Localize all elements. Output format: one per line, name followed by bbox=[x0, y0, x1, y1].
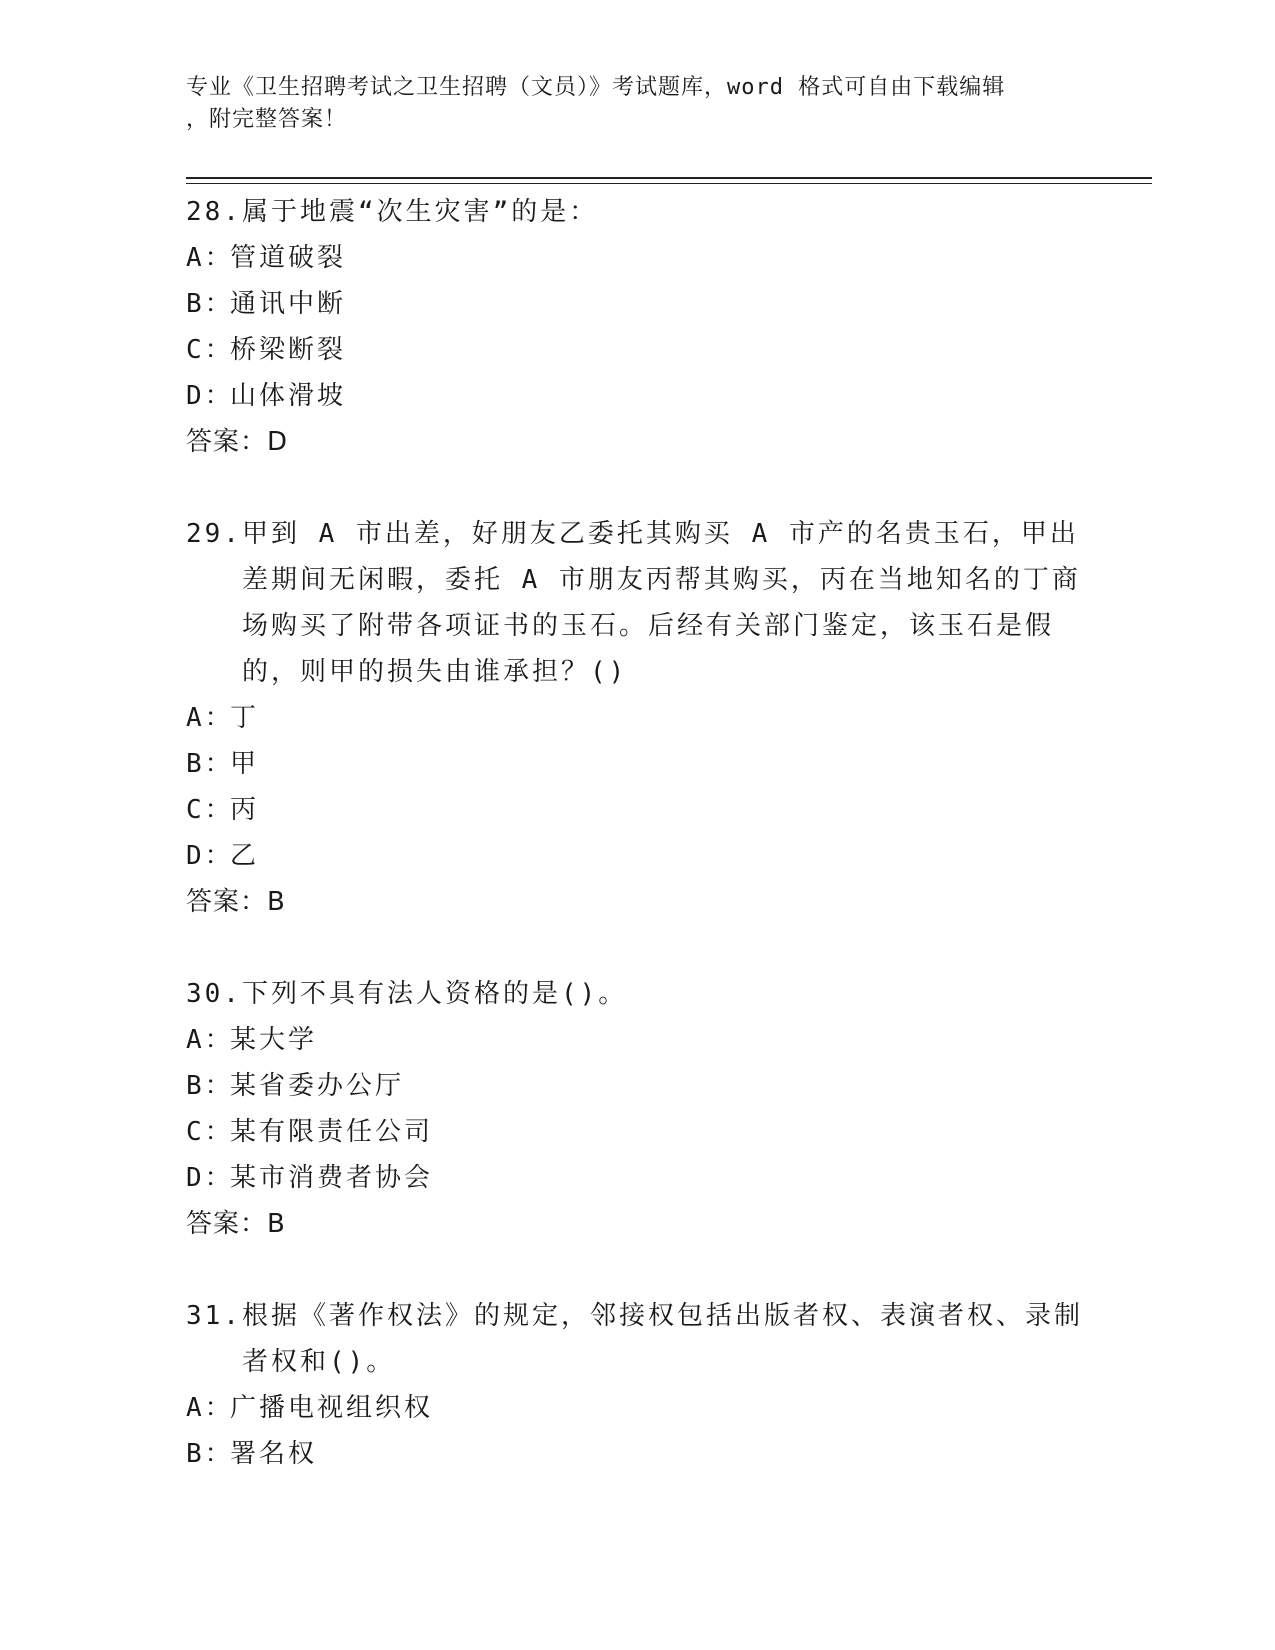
question-31 bbox=[186, 1293, 1086, 1477]
question-text: 属于地震“次生灾害”的是： bbox=[241, 197, 599, 227]
option-text: 某市消费者协会 bbox=[230, 1163, 434, 1193]
question-29 bbox=[186, 511, 1086, 925]
header-line-1: 专业《卫生招聘考试之卫生招聘（文员）》考试题库，word 格式可自由下载编辑 bbox=[186, 75, 1006, 100]
answer-line: 答案：B bbox=[186, 887, 286, 917]
option-d bbox=[186, 373, 1086, 419]
option-d bbox=[186, 833, 1086, 879]
question-30 bbox=[186, 971, 1086, 1247]
header-divider-thick bbox=[186, 177, 1152, 179]
option-text: 通讯中断 bbox=[230, 289, 347, 319]
question-number: 30. bbox=[186, 979, 242, 1009]
option-text: 丁 bbox=[230, 703, 260, 733]
option-text: 广播电视组织权 bbox=[230, 1393, 434, 1423]
option-c bbox=[186, 1109, 1086, 1155]
question-stem bbox=[186, 1293, 1086, 1385]
option-key: A： bbox=[186, 243, 234, 273]
question-text: 甲到 A 市出差，好朋友乙委托其购买 A 市产的名贵玉石，甲出差期间无闲暇，委托 A 市朋友丙帮其购买，丙在当地知名的丁商场购买了附带各项证书的玉石。后经有关部门鉴定，该玉石是假的，则甲的损失由谁承担？() bbox=[241, 519, 1081, 687]
option-key: D： bbox=[186, 1163, 234, 1193]
option-d bbox=[186, 1155, 1086, 1201]
option-a bbox=[186, 235, 1086, 281]
header-divider-thin bbox=[186, 183, 1152, 184]
answer-line: 答案：B bbox=[186, 1209, 286, 1239]
option-text: 某省委办公厅 bbox=[230, 1071, 405, 1101]
question-list bbox=[186, 189, 1086, 1523]
question-stem bbox=[186, 189, 1086, 235]
option-b bbox=[186, 741, 1086, 787]
option-text: 署名权 bbox=[230, 1439, 318, 1469]
option-text: 甲 bbox=[230, 749, 260, 779]
option-a bbox=[186, 1385, 1086, 1431]
option-text: 丙 bbox=[230, 795, 260, 825]
option-text: 山体滑坡 bbox=[230, 381, 347, 411]
option-text: 乙 bbox=[230, 841, 260, 871]
question-number: 28. bbox=[186, 197, 242, 227]
option-key: A： bbox=[186, 1025, 234, 1055]
option-text: 某大学 bbox=[230, 1025, 318, 1055]
option-key: A： bbox=[186, 703, 234, 733]
option-b bbox=[186, 281, 1086, 327]
option-key: D： bbox=[186, 381, 234, 411]
question-stem bbox=[186, 511, 1086, 695]
option-key: C： bbox=[186, 335, 234, 365]
option-text: 管道破裂 bbox=[230, 243, 347, 273]
option-text: 某有限责任公司 bbox=[230, 1117, 434, 1147]
document-header bbox=[186, 72, 1066, 136]
header-line-2: ，附完整答案！ bbox=[186, 107, 348, 132]
option-key: C： bbox=[186, 1117, 234, 1147]
question-number: 29. bbox=[186, 519, 242, 549]
option-c bbox=[186, 327, 1086, 373]
option-key: B： bbox=[186, 1439, 234, 1469]
option-a bbox=[186, 695, 1086, 741]
question-stem bbox=[186, 971, 1086, 1017]
question-number: 31. bbox=[186, 1301, 242, 1331]
answer-line: 答案：D bbox=[186, 427, 289, 457]
option-key: B： bbox=[186, 1071, 234, 1101]
option-key: B： bbox=[186, 749, 234, 779]
question-text: 下列不具有法人资格的是()。 bbox=[241, 979, 628, 1009]
option-a bbox=[186, 1017, 1086, 1063]
option-c bbox=[186, 787, 1086, 833]
option-key: B： bbox=[186, 289, 234, 319]
option-b bbox=[186, 1431, 1086, 1477]
question-28 bbox=[186, 189, 1086, 465]
option-key: C： bbox=[186, 795, 234, 825]
option-text: 桥梁断裂 bbox=[230, 335, 347, 365]
option-key: D： bbox=[186, 841, 234, 871]
option-b bbox=[186, 1063, 1086, 1109]
option-key: A： bbox=[186, 1393, 234, 1423]
question-text: 根据《著作权法》的规定，邻接权包括出版者权、表演者权、录制者权和()。 bbox=[241, 1301, 1083, 1377]
